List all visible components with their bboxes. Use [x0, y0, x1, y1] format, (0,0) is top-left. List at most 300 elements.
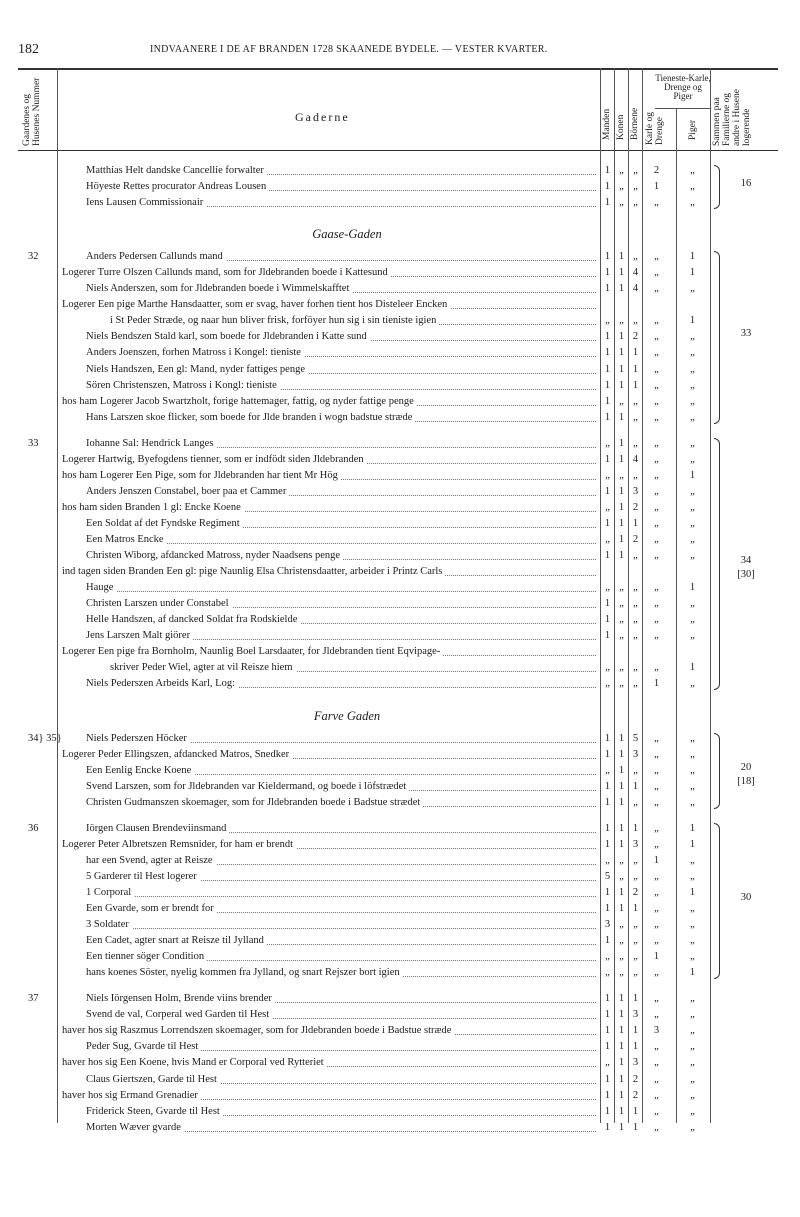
row-label: Niels Pederszen Höcker — [86, 733, 190, 744]
table-row — [0, 1023, 800, 1039]
count-cell: „ — [690, 437, 695, 449]
row-label: Sören Christenszen, Matross i Kongl: tieniste — [86, 380, 280, 391]
row-text — [86, 195, 596, 211]
count-cell: „ — [654, 903, 659, 914]
count-cell: „ — [690, 993, 695, 1005]
count-cell: 1 — [618, 1121, 625, 1133]
count-cell: 1 — [604, 822, 611, 834]
row-label: Een Matros Encke — [86, 534, 167, 545]
count-cell: „ — [605, 534, 610, 545]
col-head-streets: Gaderne — [295, 110, 350, 124]
row-label: ind tagen siden Branden Een gl: pige Naunlig Elsa Christensdaatter, arbeider i Printz Carls — [62, 566, 445, 577]
count-cell: „ — [654, 379, 659, 391]
count-cell: „ — [654, 967, 659, 979]
count-cell: „ — [690, 935, 695, 947]
row-text — [62, 1023, 596, 1039]
table-row — [0, 163, 800, 179]
count-cell: 2 — [632, 534, 639, 545]
count-cell: „ — [619, 967, 624, 979]
count-cell: 1 — [604, 550, 611, 562]
row-label: haver hos sig Ermand Grenadier — [62, 1090, 201, 1101]
group-total: 30 — [740, 892, 752, 903]
row-text — [86, 532, 596, 548]
row-label: i St Peder Stræde, og naar hun bliver frisk, forföyer hun sig i sin tieniste igien — [110, 315, 439, 326]
count-cell: „ — [654, 1009, 659, 1021]
house-number: 34} 35} — [28, 732, 62, 744]
col-head-man: Manden — [602, 108, 612, 140]
count-cell: 1 — [604, 886, 611, 898]
count-cell: „ — [633, 854, 638, 866]
count-cell: „ — [633, 678, 638, 690]
col-head-total: Sammen paa Familierne og andre i Husene logerende — [712, 89, 752, 146]
row-text — [86, 163, 596, 179]
count-cell: „ — [654, 267, 659, 279]
count-cell: 2 — [632, 886, 639, 898]
page-number: 182 — [18, 42, 39, 57]
col-head-children: Börnene — [630, 107, 640, 140]
count-cell: 1 — [653, 678, 660, 690]
group-total: 33 — [740, 328, 752, 340]
table-row — [0, 965, 800, 981]
count-cell: 1 — [604, 993, 611, 1005]
count-cell: 3 — [632, 838, 639, 850]
count-cell: „ — [605, 501, 610, 513]
row-text — [62, 468, 596, 484]
count-cell: „ — [690, 395, 695, 407]
count-cell: 1 — [632, 903, 639, 914]
row-text — [62, 564, 596, 580]
count-cell: 1 — [604, 283, 611, 295]
row-label: Matthias Helt dandske Cancellie forwalter — [86, 165, 267, 176]
row-text — [62, 297, 596, 313]
table-row — [0, 394, 800, 410]
row-label: Svend Larszen, som for Jldebranden var Kieldermand, og boede i löfstrædet — [86, 781, 409, 792]
row-text — [86, 991, 596, 1007]
count-cell: „ — [633, 582, 638, 594]
row-text — [62, 644, 596, 660]
row-label: 5 Garderer til Hest logerer — [86, 871, 200, 882]
count-cell: 1 — [632, 1105, 639, 1117]
count-cell: „ — [690, 534, 695, 545]
group-total-corrected: [18] — [737, 775, 755, 787]
count-cell: 1 — [604, 614, 611, 626]
count-cell: „ — [690, 748, 695, 760]
count-cell: 1 — [604, 1121, 611, 1133]
count-cell: „ — [605, 951, 610, 963]
count-cell: 1 — [618, 1057, 625, 1069]
count-cell: „ — [690, 283, 695, 295]
count-cell: „ — [654, 796, 659, 808]
table-row — [0, 532, 800, 548]
row-text — [86, 378, 596, 394]
count-cell: 1 — [618, 517, 625, 529]
count-cell: 1 — [618, 764, 625, 776]
count-cell: „ — [690, 919, 695, 931]
count-cell: „ — [690, 501, 695, 513]
count-cell: 1 — [604, 935, 611, 947]
table-row — [0, 548, 800, 564]
row-text — [86, 596, 596, 612]
count-cell: „ — [654, 886, 659, 898]
row-label: Hauge — [86, 582, 116, 593]
count-cell: „ — [619, 315, 624, 327]
row-label: Christen Larszen under Constabel — [86, 598, 232, 609]
count-cell: „ — [654, 411, 659, 423]
count-cell: 3 — [632, 748, 639, 760]
count-cell: 1 — [618, 838, 625, 850]
row-label: Logerer Peter Albretszen Remsnider, for ham er brendt — [62, 839, 296, 850]
count-cell: „ — [654, 534, 659, 545]
count-cell: „ — [654, 501, 659, 513]
count-cell: 1 — [618, 411, 625, 423]
count-cell: 1 — [653, 181, 660, 193]
count-cell: „ — [690, 411, 695, 423]
row-text — [86, 281, 596, 297]
count-cell: „ — [690, 363, 695, 375]
count-cell: 1 — [632, 379, 639, 391]
count-cell: „ — [690, 331, 695, 343]
row-label: Jens Larszen Malt giörer — [86, 630, 193, 641]
row-label: Anders Pedersen Callunds mand — [86, 251, 226, 262]
table-row — [0, 779, 800, 795]
count-cell: 1 — [604, 197, 611, 209]
count-cell: „ — [619, 614, 624, 626]
count-cell: 1 — [604, 1009, 611, 1021]
count-cell: „ — [654, 993, 659, 1005]
count-cell: „ — [633, 411, 638, 423]
count-cell: „ — [654, 780, 659, 792]
table-row — [0, 329, 800, 345]
count-cell: 1 — [632, 363, 639, 375]
row-label: Niels Pederszen Arbeids Karl, Log: — [86, 678, 238, 689]
count-cell: 1 — [618, 485, 625, 497]
count-cell: 1 — [604, 1089, 611, 1101]
row-text — [86, 853, 596, 869]
table-row — [0, 917, 800, 933]
count-cell: 1 — [689, 469, 696, 481]
count-cell: 1 — [618, 267, 625, 279]
count-cell: 2 — [632, 1073, 639, 1085]
table-row — [0, 452, 800, 468]
row-text — [86, 1072, 596, 1088]
count-cell: 1 — [604, 1073, 611, 1085]
count-cell: „ — [654, 347, 659, 359]
count-cell: 1 — [618, 283, 625, 295]
table-row — [0, 853, 800, 869]
row-label: Een Cadet, agter snart at Reisze til Jylland — [86, 935, 267, 946]
count-cell: 3 — [632, 1057, 639, 1069]
count-cell: 1 — [604, 267, 611, 279]
count-cell: „ — [690, 1073, 695, 1085]
count-cell: 1 — [604, 780, 611, 792]
count-cell: „ — [633, 181, 638, 193]
count-cell: „ — [633, 550, 638, 562]
count-cell: 1 — [618, 1025, 625, 1037]
count-cell: 4 — [632, 453, 639, 465]
count-cell: „ — [690, 732, 695, 744]
count-cell: „ — [690, 1057, 695, 1069]
count-cell: „ — [633, 935, 638, 947]
count-cell: 1 — [604, 331, 611, 343]
count-cell: 1 — [618, 796, 625, 808]
count-cell: „ — [654, 919, 659, 931]
table-row — [0, 179, 800, 195]
row-text — [62, 500, 596, 516]
count-cell: 1 — [632, 822, 639, 834]
table-row — [0, 249, 800, 265]
count-cell: 1 — [604, 181, 611, 193]
count-cell: 1 — [618, 903, 625, 914]
count-cell: „ — [619, 935, 624, 947]
count-cell: 1 — [618, 331, 625, 343]
count-cell: „ — [690, 1105, 695, 1117]
count-cell: „ — [605, 662, 610, 674]
row-label: Iens Lausen Commissionair — [86, 197, 206, 208]
servants-group-rule — [655, 108, 711, 109]
row-label: Anders Joenszen, forhen Matross i Kongel: tieniste — [86, 347, 304, 358]
house-number: 32 — [28, 251, 39, 263]
row-text — [86, 345, 596, 361]
count-cell: „ — [619, 870, 624, 882]
count-cell: „ — [619, 854, 624, 866]
count-cell: „ — [605, 854, 610, 866]
row-label: Logerer Peder Ellingszen, afdancked Matros, Snedker — [62, 749, 292, 760]
count-cell: „ — [690, 1041, 695, 1053]
row-label: hos ham Logerer Jacob Swartzholt, forige hattemager, fattig, og nyder fattige penge — [62, 396, 417, 407]
row-label: Claus Giertszen, Garde til Hest — [86, 1074, 220, 1085]
count-cell: „ — [605, 437, 610, 449]
count-cell: 1 — [618, 748, 625, 760]
row-text — [86, 731, 596, 747]
row-text — [86, 362, 596, 378]
count-cell: „ — [619, 630, 624, 642]
row-text — [86, 795, 596, 811]
count-cell: „ — [619, 598, 624, 610]
count-cell: „ — [690, 951, 695, 963]
group-brace — [714, 165, 720, 209]
count-cell: „ — [654, 251, 659, 263]
table-row — [0, 468, 800, 484]
row-label: Niels Bendszen Stald karl, som boede for Jldebranden i Katte sund — [86, 331, 370, 342]
table-row — [0, 1072, 800, 1088]
count-cell: 1 — [604, 796, 611, 808]
street-heading: Farve Gaden — [313, 708, 381, 723]
table-row — [0, 516, 800, 532]
count-cell: „ — [654, 822, 659, 834]
header-bottom-rule — [18, 150, 778, 151]
group-total: 16 — [740, 178, 752, 190]
row-label: Iohanne Sal: Hendrick Langes — [86, 438, 216, 449]
row-label: Een Soldat af det Fyndske Regiment — [86, 518, 243, 529]
count-cell: „ — [690, 854, 695, 866]
table-row — [0, 949, 800, 965]
count-cell: „ — [633, 764, 638, 776]
count-cell: 2 — [632, 1089, 639, 1101]
count-cell: „ — [605, 678, 610, 690]
row-text — [86, 779, 596, 795]
count-cell: „ — [605, 1057, 610, 1069]
count-cell: 5 — [632, 732, 639, 744]
count-cell: „ — [633, 315, 638, 327]
row-label: Een Gvarde, som er brendt for — [86, 903, 217, 914]
count-cell: „ — [654, 582, 659, 594]
count-cell: 1 — [618, 453, 625, 465]
table-row — [0, 378, 800, 394]
count-cell: „ — [633, 395, 638, 407]
count-cell: 1 — [604, 347, 611, 359]
table-row — [0, 731, 800, 747]
count-cell: „ — [605, 764, 610, 776]
table-row — [0, 644, 800, 660]
count-cell: „ — [654, 283, 659, 295]
group-brace — [714, 823, 720, 980]
row-text — [62, 837, 596, 853]
count-cell: „ — [654, 363, 659, 375]
table-row — [0, 484, 800, 500]
count-cell: 1 — [604, 165, 611, 176]
table-row — [0, 991, 800, 1007]
count-cell: „ — [690, 796, 695, 808]
row-text — [62, 452, 596, 468]
count-cell: 3 — [604, 919, 611, 931]
count-cell: „ — [605, 967, 610, 979]
row-label: Logerer Hartwig, Byefogdens tienner, som er indfödt siden Jldebranden — [62, 454, 367, 465]
count-cell: 4 — [632, 267, 639, 279]
table-row — [0, 1120, 800, 1136]
row-text — [86, 1007, 596, 1023]
count-cell: 3 — [632, 485, 639, 497]
count-cell: 1 — [689, 315, 696, 327]
table-row — [0, 1039, 800, 1055]
group-total: 34 — [740, 555, 752, 567]
count-cell: „ — [619, 919, 624, 931]
count-cell: 1 — [618, 534, 625, 545]
row-text — [86, 965, 596, 981]
count-cell: 1 — [604, 630, 611, 642]
group-brace — [714, 251, 720, 424]
count-cell: „ — [690, 630, 695, 642]
count-cell: 1 — [604, 903, 611, 914]
table-row — [0, 837, 800, 853]
row-text — [86, 484, 596, 500]
count-cell: 1 — [689, 662, 696, 674]
row-label: hos ham siden Branden 1 gl: Encke Koene — [62, 502, 244, 513]
count-cell: 1 — [689, 822, 696, 834]
count-cell: „ — [633, 662, 638, 674]
row-text — [110, 313, 596, 329]
count-cell: „ — [654, 838, 659, 850]
count-cell: 1 — [618, 379, 625, 391]
count-cell: 1 — [618, 347, 625, 359]
count-cell: 1 — [618, 550, 625, 562]
count-cell: „ — [619, 678, 624, 690]
count-cell: „ — [633, 951, 638, 963]
table-row — [0, 747, 800, 763]
row-text — [86, 917, 596, 933]
group-brace — [714, 438, 720, 691]
count-cell: „ — [605, 582, 610, 594]
count-cell: 4 — [632, 283, 639, 295]
count-cell: „ — [654, 1041, 659, 1053]
count-cell: „ — [619, 951, 624, 963]
count-cell: „ — [690, 870, 695, 882]
row-label: Niels Anderszen, som for Jldebranden boede i Wimmelskafftet — [86, 283, 352, 294]
count-cell: „ — [654, 662, 659, 674]
count-cell: „ — [633, 919, 638, 931]
count-cell: 1 — [689, 967, 696, 979]
count-cell: 1 — [632, 1025, 639, 1037]
count-cell: „ — [633, 437, 638, 449]
count-cell: 1 — [618, 1073, 625, 1085]
count-cell: 1 — [618, 1041, 625, 1053]
house-number: 33 — [28, 437, 39, 449]
count-cell: 1 — [618, 363, 625, 375]
count-cell: „ — [690, 678, 695, 690]
count-cell: „ — [690, 517, 695, 529]
count-cell: 1 — [618, 251, 625, 263]
count-cell: „ — [654, 395, 659, 407]
count-cell: 1 — [618, 993, 625, 1005]
count-cell: „ — [654, 437, 659, 449]
count-cell: „ — [633, 630, 638, 642]
count-cell: 1 — [618, 1009, 625, 1021]
count-cell: „ — [633, 598, 638, 610]
table-row — [0, 795, 800, 811]
count-cell: „ — [690, 1089, 695, 1101]
count-cell: 2 — [632, 501, 639, 513]
row-label: 3 Soldater — [86, 919, 132, 930]
count-cell: 2 — [653, 165, 660, 176]
count-cell: „ — [654, 870, 659, 882]
count-cell: „ — [654, 1089, 659, 1101]
row-text — [86, 329, 596, 345]
count-cell: „ — [619, 582, 624, 594]
count-cell: 1 — [653, 951, 660, 963]
count-cell: „ — [633, 870, 638, 882]
count-cell: „ — [690, 347, 695, 359]
count-cell: 2 — [632, 331, 639, 343]
count-cell: 1 — [604, 1041, 611, 1053]
table-row — [0, 297, 800, 313]
count-cell: „ — [654, 598, 659, 610]
row-text — [86, 410, 596, 426]
row-text — [86, 821, 596, 837]
table-row — [0, 763, 800, 779]
count-cell: 1 — [689, 838, 696, 850]
row-label: Christen Wiborg, afdancked Matross, nyder Naadsens penge — [86, 550, 343, 561]
count-cell: 1 — [604, 251, 611, 263]
count-cell: „ — [633, 469, 638, 481]
header-top-rule — [18, 68, 778, 70]
table-row — [0, 676, 800, 692]
row-label: Een tienner söger Condition — [86, 951, 207, 962]
count-cell: „ — [633, 165, 638, 176]
count-cell: 3 — [653, 1025, 660, 1037]
count-cell: 1 — [689, 251, 696, 263]
row-text — [62, 394, 596, 410]
table-row — [0, 1104, 800, 1120]
row-text — [86, 901, 596, 917]
count-cell: „ — [654, 315, 659, 327]
count-cell: „ — [690, 1009, 695, 1021]
table-row — [0, 885, 800, 901]
count-cell: 1 — [689, 267, 696, 279]
row-label: Logerer Een pige Marthe Hansdaatter, som er svag, haver forhen tient hos Disteleer Encken — [62, 299, 450, 310]
table-row — [0, 265, 800, 281]
table-row — [0, 564, 800, 580]
group-total: 20 — [740, 761, 752, 773]
table-row — [0, 345, 800, 361]
